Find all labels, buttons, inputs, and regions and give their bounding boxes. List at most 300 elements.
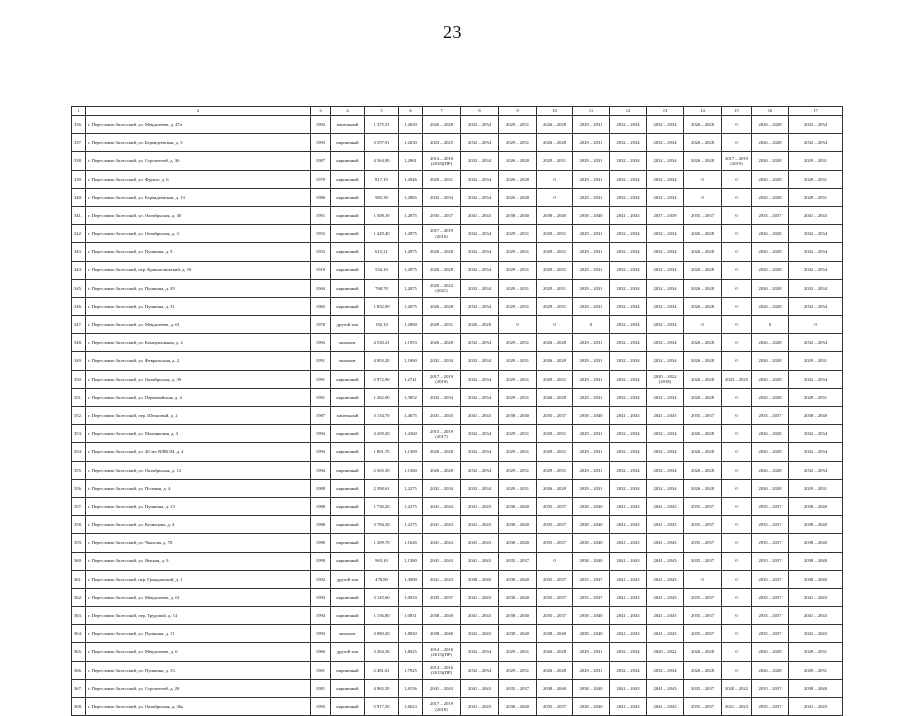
table-cell: 356.	[72, 479, 86, 497]
table-cell: 0	[722, 352, 752, 370]
table-cell: 2026 – 2028	[684, 388, 722, 406]
table-cell: 2029 – 2031	[499, 116, 537, 134]
table-cell: 2026 – 2028	[499, 170, 537, 188]
table-cell: 2026 – 2028	[537, 352, 573, 370]
table-cell: 2029 – 2031	[573, 279, 610, 297]
table-cell: 0	[722, 134, 752, 152]
table-cell: 2029 – 2031	[573, 370, 610, 388]
table-cell: 2026 – 2028	[752, 243, 789, 261]
table-cell: 2035 – 2037	[537, 534, 573, 552]
table-cell: 1987	[311, 407, 331, 425]
table-cell: 2032 – 2034	[610, 170, 647, 188]
table-cell: кирпичный	[331, 516, 365, 534]
table-cell: 2032 – 2034	[610, 479, 647, 497]
table-cell: 0	[722, 297, 752, 315]
table-cell: 0	[722, 261, 752, 279]
table-cell: 2032 – 2034	[789, 116, 843, 134]
table-cell: 1988	[311, 479, 331, 497]
table-cell: 0	[722, 170, 752, 188]
schedule-table	[71, 106, 843, 716]
table-cell: 0	[722, 225, 752, 243]
table-cell: 2 481,61	[365, 661, 399, 679]
table-cell: 2029 – 2031	[573, 461, 610, 479]
table-cell: 0	[722, 479, 752, 497]
table-cell: 2035 – 2037	[684, 534, 722, 552]
table-cell: монолит	[331, 334, 365, 352]
table-cell: 339.	[72, 170, 86, 188]
table-cell: 2032 – 2034	[647, 388, 684, 406]
table-cell: 2035 – 2037	[537, 516, 573, 534]
table-cell: 2029 – 2031	[499, 334, 537, 352]
table-cell: 1993	[311, 625, 331, 643]
table-cell: 2026 – 2028	[752, 443, 789, 461]
table-cell: 0	[722, 388, 752, 406]
table-cell: 2029 – 2031	[789, 352, 843, 370]
table-cell: 2026 – 2028	[752, 297, 789, 315]
table-cell: 1981	[311, 679, 331, 697]
table-cell: 2032 – 2034	[647, 334, 684, 352]
table-cell: 2029 – 2031	[573, 261, 610, 279]
table-row	[72, 225, 843, 243]
table-cell: 2041 – 2043	[647, 534, 684, 552]
table-cell: 341.	[72, 206, 86, 224]
table-cell: 346.	[72, 297, 86, 315]
table-cell: 0	[537, 188, 573, 206]
table-cell: 2041 – 2043	[610, 206, 647, 224]
table-cell: 2029 – 2031	[537, 225, 573, 243]
table-cell: 2032 – 2034	[610, 261, 647, 279]
table-cell: 817,10	[365, 170, 399, 188]
table-cell: 2035 – 2037	[684, 206, 722, 224]
table-row	[72, 170, 843, 188]
table-cell: г. Переславль-Залесский, пер. Трудовой, д. 14	[86, 607, 311, 625]
table-cell: 2032 – 2034	[610, 643, 647, 661]
table-cell: 2035 – 2037	[752, 534, 789, 552]
table-cell: 2041 – 2043	[647, 698, 684, 716]
table-cell: 362.	[72, 588, 86, 606]
table-row	[72, 370, 843, 388]
table-cell: 2032 – 2034	[610, 225, 647, 243]
table-cell: 2035 – 2037	[499, 679, 537, 697]
table-cell: 1988	[311, 516, 331, 534]
table-cell: 2026 – 2028	[537, 643, 573, 661]
table-cell: 2038 – 2040	[499, 625, 537, 643]
table-cell: 2041 – 2043	[423, 516, 461, 534]
table-cell: 2029 – 2031	[573, 116, 610, 134]
table-cell: 367.	[72, 679, 86, 697]
table-cell: кирпичный	[331, 279, 365, 297]
table-cell: 4 003,20	[365, 352, 399, 370]
column-header: 8	[461, 107, 499, 116]
table-cell: г. Переславль-Залесский, ул. Менделеева, д. 6	[86, 643, 311, 661]
table-cell: 2041 – 2043	[461, 552, 499, 570]
table-cell: кирпичный	[331, 134, 365, 152]
table-cell: 2035 – 2037	[537, 407, 573, 425]
table-cell: 2029 – 2031	[789, 479, 843, 497]
table-cell: 0	[573, 316, 610, 334]
table-cell: 2041 – 2043	[610, 570, 647, 588]
table-cell: 2026 – 2028	[423, 297, 461, 315]
table-cell: 1994	[311, 425, 331, 443]
table-cell: 1,1953	[399, 334, 423, 352]
table-cell: 1,8025	[399, 643, 423, 661]
table-row	[72, 570, 843, 588]
table-cell: другой тип	[331, 316, 365, 334]
table-cell: 2041 – 2043	[461, 588, 499, 606]
table-cell: 1,2861	[399, 152, 423, 170]
table-cell: другой тип	[331, 570, 365, 588]
table-cell: г. Переславль-Залесский, ул. Октябрьская, д. 40	[86, 206, 311, 224]
table-cell: 2038 – 2040	[573, 516, 610, 534]
table-cell: кирпичный	[331, 170, 365, 188]
table-cell: 2032 – 2034	[461, 297, 499, 315]
table-cell: 2038 – 2040	[499, 534, 537, 552]
table-cell: 2041 – 2043	[789, 625, 843, 643]
table-cell: кирпичный	[331, 297, 365, 315]
table-cell: 1991	[311, 370, 331, 388]
table-cell: 2032 – 2034	[647, 352, 684, 370]
table-cell: 2020 – 2022	[722, 679, 752, 697]
table-row	[72, 152, 843, 170]
table-cell: 342.	[72, 225, 86, 243]
table-row	[72, 679, 843, 697]
table-cell: 347.	[72, 316, 86, 334]
table-cell: 1910	[311, 261, 331, 279]
table-cell: 2041 – 2043	[461, 206, 499, 224]
table-cell: 2026 – 2028	[423, 243, 461, 261]
table-cell: 1 730,20	[365, 497, 399, 515]
table-cell: кирпичный	[331, 479, 365, 497]
table-cell: 2029 – 2031	[573, 479, 610, 497]
table-cell: 0	[722, 607, 752, 625]
table-cell: 2032 – 2034	[647, 225, 684, 243]
table-cell: 2035 – 2037	[752, 516, 789, 534]
table-cell: г. Переславль-Залесский, ул. Пушкина, д. 13	[86, 497, 311, 515]
table-cell: 2029 – 2031	[499, 461, 537, 479]
table-cell: 1,1360	[399, 461, 423, 479]
table-cell: 1993	[311, 134, 331, 152]
table-cell: кирпичный	[331, 679, 365, 697]
table-cell: 0	[537, 170, 573, 188]
table-cell: 0	[789, 316, 843, 334]
table-row	[72, 297, 843, 315]
table-cell: 2041 – 2043	[647, 497, 684, 515]
table-cell: 2029 – 2031	[537, 443, 573, 461]
table-cell: 2038 – 2040	[423, 607, 461, 625]
table-row	[72, 425, 843, 443]
table-cell: г. Переславль-Залесский, ул. Строителей, д. 28	[86, 679, 311, 697]
table-cell: 2026 – 2028	[752, 425, 789, 443]
table-row	[72, 279, 843, 297]
table-cell: 2015 – 2019 (2017)	[423, 425, 461, 443]
table-cell: 2014 – 2016 (2015)(ПР)	[423, 661, 461, 679]
table-cell: 2026 – 2028	[684, 425, 722, 443]
table-cell: 1,2865	[399, 188, 423, 206]
table-cell: 2035 – 2037	[423, 588, 461, 606]
table-cell: 2035 – 2037	[499, 552, 537, 570]
table-cell: 2032 – 2034	[423, 479, 461, 497]
table-cell: 0	[722, 188, 752, 206]
table-cell: 2026 – 2028	[423, 334, 461, 352]
table-cell: 2032 – 2034	[461, 388, 499, 406]
table-cell: 0	[722, 243, 752, 261]
table-cell: 1994	[311, 607, 331, 625]
table-cell: 2026 – 2028	[684, 643, 722, 661]
table-cell: 2035 – 2037	[684, 698, 722, 716]
table-cell: 353.	[72, 425, 86, 443]
table-cell: 365.	[72, 643, 86, 661]
table-cell: 2029 – 2031	[499, 279, 537, 297]
column-header: 5	[365, 107, 399, 116]
table-cell: 1979	[311, 170, 331, 188]
table-cell: 3 145,60	[365, 588, 399, 606]
table-cell: г. Переславль-Залесский, ул. Октябрьская, д. 3	[86, 225, 311, 243]
table-cell: 1,2275	[399, 479, 423, 497]
table-cell: кирпичный	[331, 534, 365, 552]
table-cell: 0	[722, 425, 752, 443]
table-cell: 1991	[311, 388, 331, 406]
table-cell: 2038 – 2040	[573, 679, 610, 697]
table-cell: 0	[722, 443, 752, 461]
table-cell: 2029 – 2031	[499, 297, 537, 315]
table-cell: 2032 – 2034	[610, 443, 647, 461]
table-cell: 2026 – 2028	[423, 116, 461, 134]
table-cell: г. Переславль-Залесский, ул. Октябрьская, д. 36а	[86, 698, 311, 716]
table-cell: кирпичный	[331, 461, 365, 479]
table-cell: 2026 – 2028	[684, 134, 722, 152]
table-cell: г. Переславль-Залесский, ул. Первомайская, д. 4	[86, 388, 311, 406]
table-cell: 2032 – 2034	[461, 643, 499, 661]
table-cell: 2038 – 2040	[789, 497, 843, 515]
table-cell: 2038 – 2040	[573, 552, 610, 570]
table-cell: 2029 – 2031	[499, 643, 537, 661]
table-cell: 2026 – 2028	[752, 370, 789, 388]
table-cell: 340.	[72, 188, 86, 206]
table-cell: 2041 – 2043	[610, 407, 647, 425]
table-cell: 2032 – 2034	[461, 188, 499, 206]
table-cell: г. Переславль-Залесский, пер. Кринагоновский, д. 10	[86, 261, 311, 279]
column-header: 17	[789, 107, 843, 116]
table-cell: 1,1380	[399, 552, 423, 570]
table-cell: 2 563,30	[365, 461, 399, 479]
table-cell: 4 564,90	[365, 152, 399, 170]
table-cell: 0	[722, 334, 752, 352]
table-cell: 1,2875	[399, 261, 423, 279]
table-cell: 2032 – 2034	[461, 443, 499, 461]
table-cell: 2032 – 2034	[610, 316, 647, 334]
table-cell: г. Переславль-Залесский, ул. Фрунзе, д. 6	[86, 170, 311, 188]
table-cell: 1,3852	[399, 388, 423, 406]
table-cell: 2035 – 2037	[537, 698, 573, 716]
table-cell: 2035 – 2037	[752, 588, 789, 606]
table-cell: 0	[722, 643, 752, 661]
column-header: 12	[610, 107, 647, 116]
table-cell: 0	[722, 461, 752, 479]
table-cell: 1,0831	[399, 607, 423, 625]
table-cell: 2026 – 2028	[752, 261, 789, 279]
table-cell: 2026 – 2028	[752, 152, 789, 170]
table-cell: г. Переславль-Залесский, ул. Строителей, д. 36	[86, 152, 311, 170]
table-row	[72, 352, 843, 370]
table-cell: 2029 – 2031	[537, 152, 573, 170]
table-row	[72, 388, 843, 406]
table-cell: 2032 – 2034	[789, 425, 843, 443]
table-cell: 2038 – 2040	[499, 570, 537, 588]
table-cell: кирпичный	[331, 552, 365, 570]
table-cell: г. Переславль-Залесский, ул. Ямская, д. 9	[86, 552, 311, 570]
table-cell: 2 398,61	[365, 479, 399, 497]
table-cell: 5 972,90	[365, 370, 399, 388]
table-cell: 2041 – 2043	[610, 588, 647, 606]
table-cell: 2038 – 2040	[499, 588, 537, 606]
table-cell: 1994	[311, 443, 331, 461]
table-cell: 2032 – 2034	[461, 352, 499, 370]
table-cell: 2032 – 2034	[610, 370, 647, 388]
table-cell: 1991	[311, 206, 331, 224]
table-cell: 2017 – 2019 (2018)	[423, 370, 461, 388]
table-cell: 345.	[72, 279, 86, 297]
table-cell: кирпичный	[331, 206, 365, 224]
table-cell: 344.	[72, 261, 86, 279]
table-cell: 2032 – 2034	[610, 243, 647, 261]
table-cell: 2032 – 2034	[647, 316, 684, 334]
table-cell: 2026 – 2028	[537, 134, 573, 152]
table-cell: 2032 – 2034	[423, 388, 461, 406]
table-cell: 2029 – 2031	[537, 461, 573, 479]
table-cell: 1965	[311, 297, 331, 315]
table-cell: другой тип	[331, 643, 365, 661]
table-cell: 2029 – 2031	[573, 661, 610, 679]
table-cell: 2026 – 2028	[752, 170, 789, 188]
table-cell: 2035 – 2037	[537, 497, 573, 515]
table-cell: 2029 – 2031	[573, 443, 610, 461]
table-cell: 2026 – 2028	[537, 661, 573, 679]
table-cell: 343.	[72, 243, 86, 261]
table-cell: 2038 – 2040	[537, 206, 573, 224]
table-cell: 2014 – 2016 (2015)(ПР)	[423, 643, 461, 661]
table-cell: 2029 – 2031	[499, 661, 537, 679]
table-cell: 1,2650	[399, 134, 423, 152]
table-cell: 2032 – 2034	[789, 134, 843, 152]
table-cell: 2020 – 2022 (2018)	[647, 370, 684, 388]
column-header: 4	[331, 107, 365, 116]
table-row	[72, 479, 843, 497]
table-cell: 2026 – 2028	[423, 461, 461, 479]
table-cell: 3 557,91	[365, 134, 399, 152]
table-cell: 1988	[311, 497, 331, 515]
table-cell: 2041 – 2043	[610, 679, 647, 697]
table-cell: 2038 – 2040	[789, 552, 843, 570]
table-cell: монолит	[331, 625, 365, 643]
table-cell: 2032 – 2034	[610, 152, 647, 170]
table-cell: 2029 – 2031	[573, 188, 610, 206]
table-cell: 349.	[72, 352, 86, 370]
table-cell: 2029 – 2031	[573, 243, 610, 261]
table-row	[72, 134, 843, 152]
table-cell: 360.	[72, 552, 86, 570]
table-cell: 2035 – 2037	[752, 552, 789, 570]
table-cell: 2041 – 2043	[647, 570, 684, 588]
table-cell: 1,2650	[399, 116, 423, 134]
table-cell: 2029 – 2031	[573, 425, 610, 443]
table-cell: 355.	[72, 461, 86, 479]
table-cell: 2032 – 2034	[647, 279, 684, 297]
table-cell: г. Переславль-Залесский, ул. Пушкина, д. 11	[86, 625, 311, 643]
table-cell: 0	[722, 206, 752, 224]
table-cell: 2023 – 2025	[722, 370, 752, 388]
column-header: 14	[684, 107, 722, 116]
table-cell: 363.	[72, 607, 86, 625]
table-cell: 2032 – 2034	[647, 461, 684, 479]
table-cell: 2029 – 2031	[537, 297, 573, 315]
table-cell: кирпичный	[331, 388, 365, 406]
table-cell: 1992	[311, 698, 331, 716]
table-cell: 1,8156	[399, 679, 423, 697]
table-cell: 2032 – 2034	[461, 370, 499, 388]
table-row	[72, 534, 843, 552]
table-cell: 1987	[311, 152, 331, 170]
table-cell: 2032 – 2034	[423, 188, 461, 206]
table-cell: 4 459,20	[365, 425, 399, 443]
table-cell: г. Переславль-Залесский, ул. Февральская, д. 2	[86, 352, 311, 370]
table-cell: 0	[684, 170, 722, 188]
table-cell: 1,2875	[399, 206, 423, 224]
table-row	[72, 698, 843, 716]
table-row	[72, 316, 843, 334]
table-cell: 1,7925	[399, 661, 423, 679]
table-cell: 2026 – 2028	[752, 134, 789, 152]
table-cell: 2032 – 2034	[789, 243, 843, 261]
table-cell: 2032 – 2034	[789, 297, 843, 315]
table-cell: 2041 – 2043	[610, 625, 647, 643]
table-cell: 1,2741	[399, 370, 423, 388]
table-cell: 2026 – 2028	[752, 661, 789, 679]
table-cell: 2032 – 2034	[461, 425, 499, 443]
table-cell: 2035 – 2037	[537, 588, 573, 606]
table-cell: 4 530,41	[365, 334, 399, 352]
table-cell: 1 832,90	[365, 297, 399, 315]
table-row	[72, 461, 843, 479]
column-header: 9	[499, 107, 537, 116]
table-cell: 2041 – 2043	[423, 679, 461, 697]
table-cell: 2035 – 2037	[573, 570, 610, 588]
table-cell: 2029 – 2031	[423, 316, 461, 334]
table-cell: 2032 – 2034	[610, 388, 647, 406]
table-cell: 2023 – 2025	[423, 134, 461, 152]
table-cell: г. Переславль-Залесский, ул. Пушкина, д. 31	[86, 297, 311, 315]
table-row	[72, 334, 843, 352]
table-cell: 2029 – 2031	[499, 352, 537, 370]
table-cell: 2032 – 2034	[610, 116, 647, 134]
table-cell: 2041 – 2043	[423, 407, 461, 425]
table-cell: 2041 – 2043	[610, 698, 647, 716]
table-cell: 2038 – 2040	[789, 679, 843, 697]
table-cell: 2041 – 2043	[789, 206, 843, 224]
table-cell: 2029 – 2031	[573, 225, 610, 243]
table-cell: 2026 – 2028	[499, 152, 537, 170]
table-cell: 2032 – 2034	[461, 334, 499, 352]
table-cell: г. Переславль-Залесский, ул. Пушкина, д. 33	[86, 661, 311, 679]
table-cell: 2038 – 2040	[789, 570, 843, 588]
table-cell: 1993	[311, 588, 331, 606]
table-row	[72, 443, 843, 461]
table-row	[72, 588, 843, 606]
table-cell: 0	[537, 316, 573, 334]
table-cell: 2038 – 2040	[537, 679, 573, 697]
table-cell: 2021 – 2023	[722, 698, 752, 716]
table-cell: кирпичный	[331, 243, 365, 261]
table-cell: 364.	[72, 625, 86, 643]
